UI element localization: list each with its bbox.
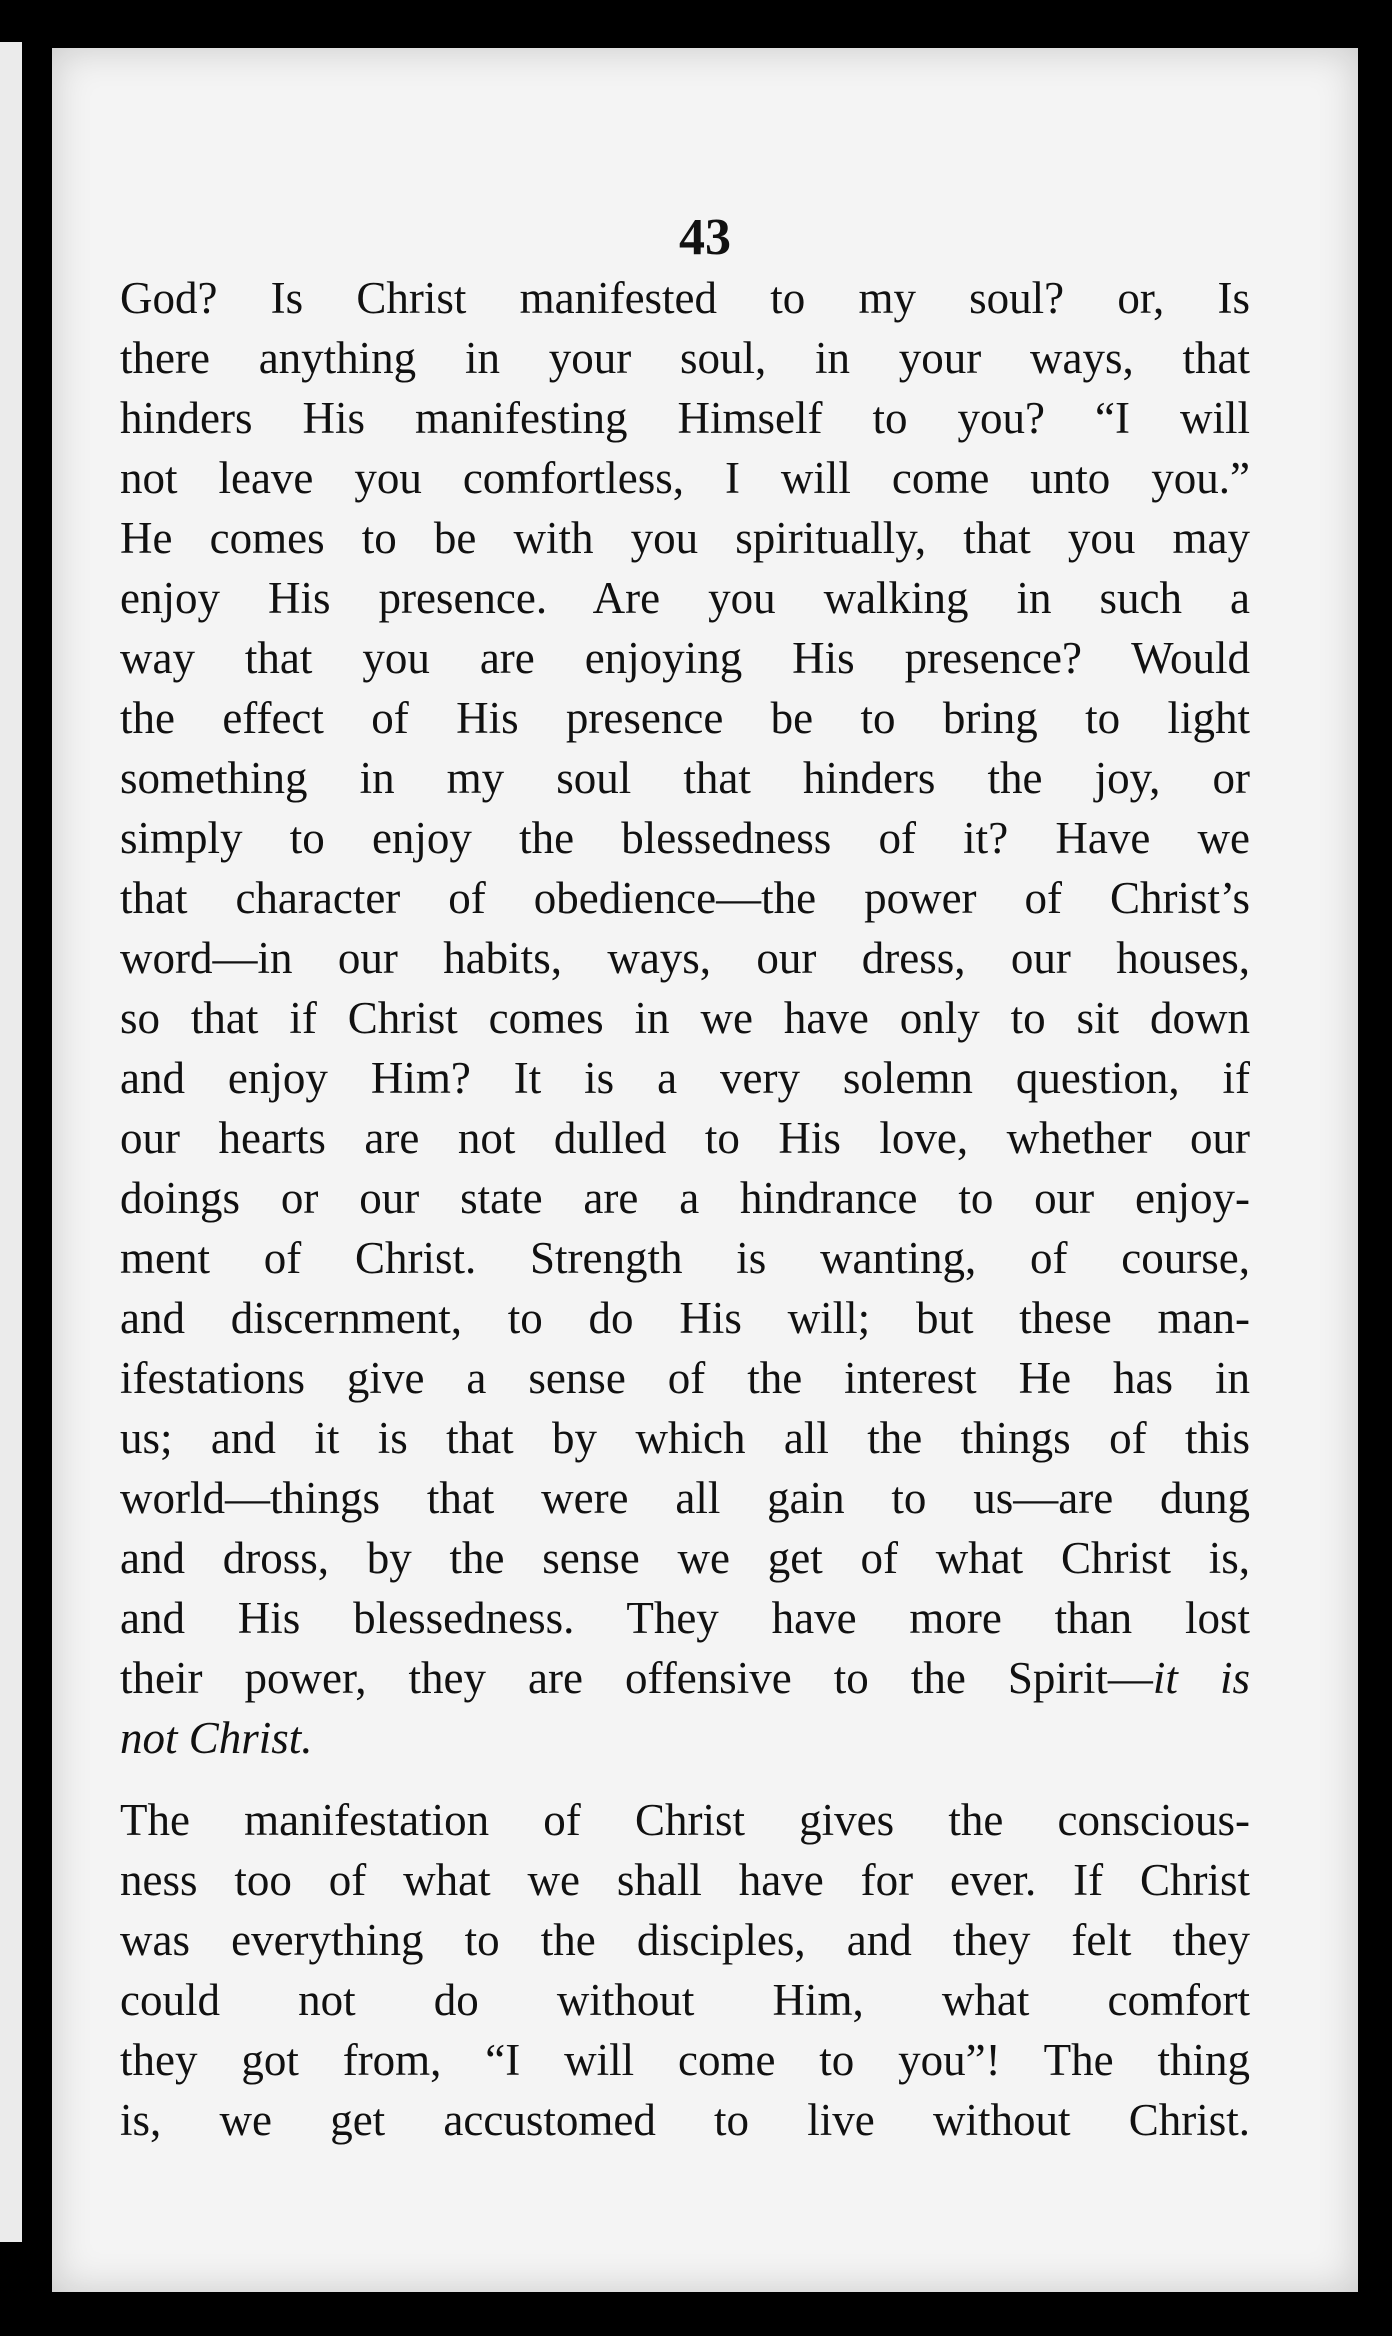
text-line: doings or our state are a hindrance to our enjoy- (120, 1173, 1250, 1223)
text-line: and discernment, to do His will; but these man- (120, 1293, 1250, 1343)
text-line: their power, they are offensive to the Spirit—it is (120, 1653, 1250, 1703)
text-line: there anything in your soul, in your ways, that (120, 333, 1250, 383)
text-line: and enjoy Him? It is a very solemn question, if (120, 1053, 1250, 1103)
text-line: word—in our habits, ways, our dress, our houses, (120, 933, 1250, 983)
text-line: something in my soul that hinders the joy, or (120, 753, 1250, 803)
text-line: our hearts are not dulled to His love, whether our (120, 1113, 1250, 1163)
book-page (52, 48, 1358, 2292)
italic-emphasis: not Christ. (120, 1713, 313, 1763)
adjacent-page-edge (0, 42, 22, 2242)
text-line: that character of obedience—the power of Christ’s (120, 873, 1250, 923)
text-line: ness too of what we shall have for ever. If Christ (120, 1855, 1250, 1905)
text-line: and His blessedness. They have more than lost (120, 1593, 1250, 1643)
text-line: and dross, by the sense we get of what Christ is, (120, 1533, 1250, 1583)
text-line: was everything to the disciples, and they felt they (120, 1915, 1250, 1965)
text-line: world—things that were all gain to us—are dung (120, 1473, 1250, 1523)
text-line: He comes to be with you spiritually, that you may (120, 513, 1250, 563)
text-line: way that you are enjoying His presence? Would (120, 633, 1250, 683)
text-line: the effect of His presence be to bring to light (120, 693, 1250, 743)
text-line: enjoy His presence. Are you walking in such a (120, 573, 1250, 623)
text-line: simply to enjoy the blessedness of it? Have we (120, 813, 1250, 863)
text-line: could not do without Him, what comfort (120, 1975, 1250, 2025)
text-line: not leave you comfortless, I will come unto you.” (120, 453, 1250, 503)
page-number: 43 (679, 209, 731, 266)
text-line: ment of Christ. Strength is wanting, of course, (120, 1233, 1250, 1283)
text-line: ifestations give a sense of the interest He has in (120, 1353, 1250, 1403)
text-line (120, 1708, 1250, 1768)
body-text (120, 268, 1250, 2150)
text-line: so that if Christ comes in we have only to sit down (120, 993, 1250, 1043)
text-line: they got from, “I will come to you”! The thing (120, 2035, 1250, 2085)
text-line: hinders His manifesting Himself to you? “I will (120, 393, 1250, 443)
italic-emphasis: it is (1152, 1653, 1250, 1703)
text-line: us; and it is that by which all the things of this (120, 1413, 1250, 1463)
text-line: is, we get accustomed to live without Christ. (120, 2095, 1250, 2145)
paragraph-1 (120, 268, 1250, 1648)
text-line: The manifestation of Christ gives the conscious- (120, 1795, 1250, 1845)
paragraph-2 (120, 1790, 1250, 2150)
text-line: God? Is Christ manifested to my soul? or, Is (120, 273, 1250, 323)
